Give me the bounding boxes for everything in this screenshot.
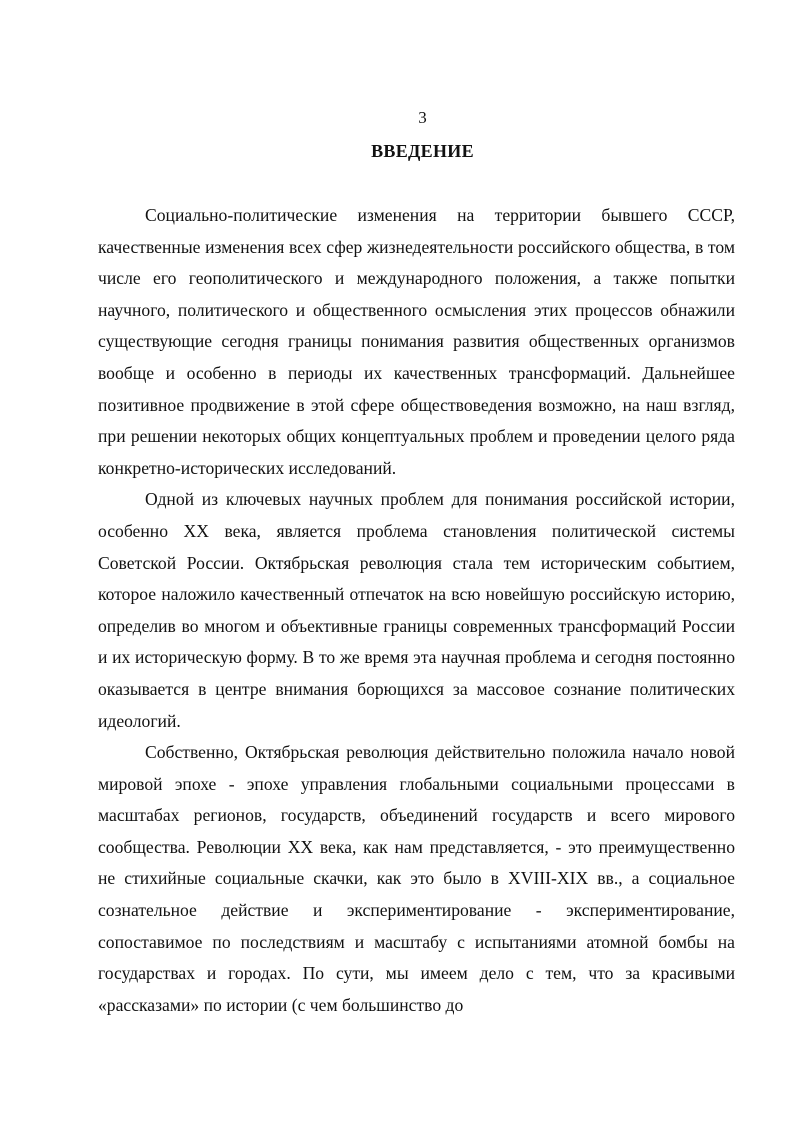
paragraph-3: Собственно, Октябрьская революция действительно положила начало новой мировой эпохе - эпохе управления глобальными социальными процессами в масштабах регионов, государств, объединений государств и всего мирового сообщества. Революции XX века, как нам представляется, - это преимущественно не стихийные социальные скачки, как это было в XVIII-XIX вв., а социальное сознательное действие и экспериментирование - экспериментирование, сопоставимое по последствиям и масштабу с испытаниями атомной бомбы на государствах и городах. По сути, мы имеем дело с тем, что за красивыми «рассказами» по истории (с чем большинство до xyxy=(98,742,735,1015)
body-text xyxy=(98,200,735,1021)
section-heading: ВВЕДЕНИЕ xyxy=(371,141,474,161)
paragraph-2: Одной из ключевых научных проблем для понимания российской истории, особенно XX века, является проблема становления политической системы Советской России. Октябрьская революция стала тем историческим событием, которое наложило качественный отпечаток на всю новейшую российскую историю, определив во многом и объективные границы современных трансформаций России и их историческую форму. В то же время эта научная проблема и сегодня постоянно оказывается в центре внимания борющихся за массовое сознание политических идеологий. xyxy=(98,489,735,731)
paragraph-1: Социально-политические изменения на территории бывшего СССР, качественные изменения всех сфер жизнедеятельности российского общества, в том числе его геополитического и международного положения, а также попытки научного, политического и общественного осмысления этих процессов обнажили существующие сегодня границы понимания развития общественных организмов вообще и особенно в периоды их качественных трансформаций. Дальнейшее позитивное продвижение в этой сфере обществоведения возможно, на наш взгляд, при решении некоторых общих концептуальных проблем и проведении целого ряда конкретно-исторических исследований. xyxy=(98,205,735,478)
page-number: 3 xyxy=(418,108,427,127)
